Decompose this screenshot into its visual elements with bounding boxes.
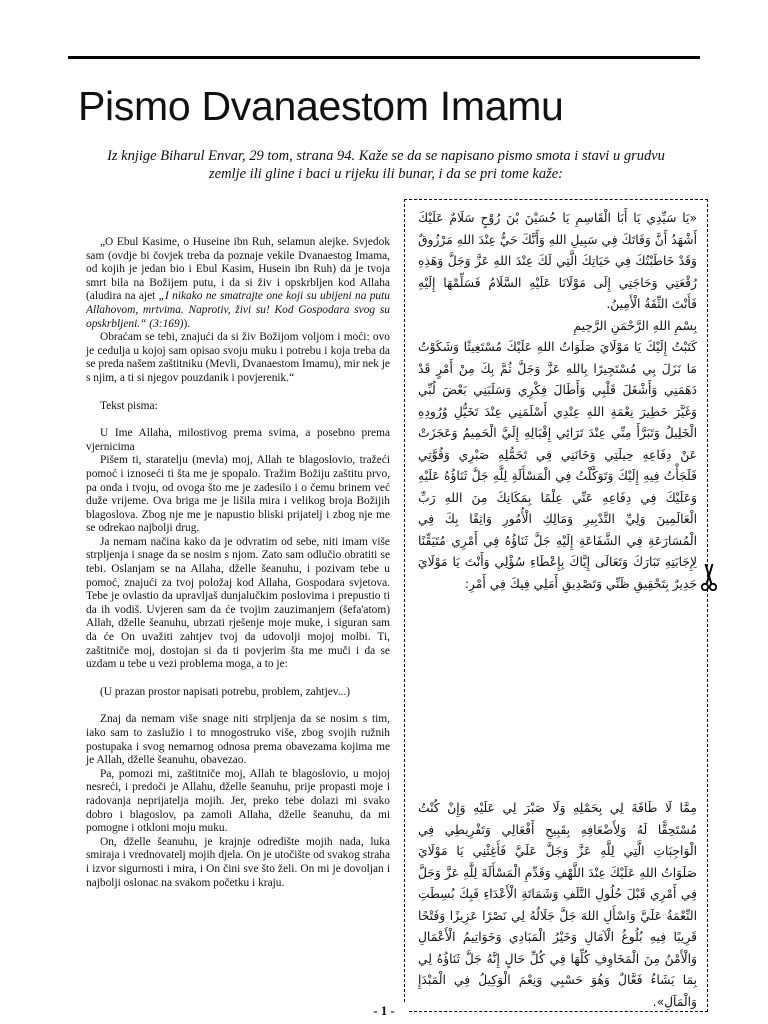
arabic-basmala: بِسْمِ اللهِ الرَّحْمَنِ الرَّحِيمِ	[573, 318, 697, 333]
letter-paragraph: On, dželle šeanuhu, je krajnje odredište mojih nada, luka smiraja i vrednovatelj mojih djela. On je utočište od svakog straha i izvor sigurnosti i mira, i On čini sve što želi. On mi je dovoljan i najbolji oslonac na svakom početku i kraju.	[86, 835, 390, 889]
letter-paragraph: Znaj da nemam više snage niti strpljenja da se nosim s tim, iako sam to zaslužio i to mnogostruko više, zbog svojih ružnih postupaka i svog nemarnog odnosa prema obavezama kojima me je Allah, dželle šeanuhu, obavezao.	[86, 713, 390, 767]
letter-paragraph: Ja nemam načina kako da je odvratim od sebe, niti imam više strpljenja i snage da se nosim s njom. Zato sam odlučio obratiti se tebi. Oslanjam se na Allaha, dželle šeanuhu, i pozivam tebe u pomoć, znajući za tvoj položaj kod Allaha, Gospodara svjetova. Tebe je ovlastio da upravljaš dunjalučkim poslovima i prepustio ti da ih vodiš. Uvjeren sam da će tvojim zauzimanjem (šefa'atom) Allah, dželle šeanuhu, ubrzati rješenje moje muke, i siguran sam da će On uvažiti zahtjev tvoj da udovolji mojoj molbi. Ti, zaštitniče moj, dostojan si da ti povjerim šta me muči i da se uzdam u tebe u vezi problema moga, a to je:	[86, 535, 390, 671]
bosnian-text-column	[86, 236, 390, 890]
address-paragraph: Obraćam se tebi, znajući da si živ Božijom voljom i moći: ovo je cedulja u kojoj sam opisao svoju muku i potrebu i koja treba da se preda našem zaštitniku (Mevli, Dvanaestom Imamu), mir nek je s njim, a ti si njegov pouzdanik i povjerenik.“	[86, 331, 390, 384]
arabic-text-bottom	[418, 798, 697, 1013]
page-title: Pismo Dvanaestom Imamu	[78, 83, 564, 129]
letter-paragraph: Pišem ti, staratelju (mevla) moj, Allah te blagoslovio, tražeći pomoć i iznoseći ti šta me je spopalo. Tražim Božiju zaštitu prvo, pa onda i tvoju, od ovoga što me je zadesilo i o čemu brinem već duže vrijeme. Ova briga me je lišila mira i velikog broja Božijih blagoslova. Zbog nje me je napustio bliski prijatelj i zbog nje me se odrekao najbolji drug.	[86, 454, 390, 535]
scissors-icon	[700, 562, 718, 592]
top-rule	[68, 56, 700, 59]
subtitle: Iz knjige Biharul Envar, 29 tom, strana 94. Kaže se da se napisano pismo smota i stavi u grudvu zemlje ili gline i baci u rijeku ili bunar, i da se pri tome kaže:	[107, 148, 665, 182]
letter-paragraph: Pa, pomozi mi, zaštitniče moj, Allah te blagoslovio, u mojoj nesreći, i predoči je Allahu, dželle šeanuhu, prije propasti moje i radovanja neprijatelja mojih. Jer, preko tebe dolazi mi svako dobro i blagoslov, pa zamoli Allaha, dželle šeanuhu, da mi pomogne i otkloni moju muku.	[86, 767, 390, 835]
arabic-greeting: «يَا سَيِّدِي يَا أَبَا الْقَاسِمِ يَا حُسَيْنَ بْنَ رُوْحٍ سَلَامٌ عَلَيْكَ أَشْهَدُ أَنَّ وَفَاتَكَ فِي سَبِيلِ اللهِ وَأَنَّكَ حَيٌّ عِنْدَ اللهِ مَرْزُوقٌ وَقَدْ خَاطَبْتُكَ فِي حَيَاتِكَ الَّتِي لَكَ عِنْدَ اللهِ عَزَّ وَجَلَّ وَهَذِهِ رُقْعَتِي وَحَاجَتِي إِلَى مَوْلَانَا عَلَيْهِ السَّلَامُ فَسَلِّمْهَا إِلَيْهِ فَأَنْتَ الثِّقَةُ الْأَمِينُ.	[418, 211, 697, 311]
intro-text: „O Ebul Kasime, o Huseine ibn Ruh, selamun alejke. Svjedok sam (ovdje bi čovjek treba da poznaje vekile Dvanaestog Imama, od kojih je jedan bio i Ebul Kasim, Husein ibn Ruh) da je tvoja smrt bila na Božijem putu, i da si živ i opskrbljen kod Allaha (aludira na ajet	[86, 236, 390, 303]
blank-space-instruction: (U prazan prostor napisati potrebu, problem, zahtjev...)	[100, 685, 351, 698]
quran-quote: „I nikako ne smatrajte one koji su ubijeni na putu Allahovom, mrtvima. Naprotiv, živi su! Kod Gospodara svog su opskrbljeni.“ (3:169)	[86, 290, 390, 330]
arabic-letter-closing: مِمَّا لَا طَاقَةَ لِي بِحَمْلِهِ وَلَا صَبْرَ لِي عَلَيْهِ وَإِنْ كُنْتُ مُسْتَحِقًّا لَهُ وَلِأَضْعَافِهِ بِقَبِيحِ أَفْعَالِي وَتَفْرِيطِي فِي الْوَاجِبَاتِ الَّتِي لِلَّهِ عَزَّ وَجَلَّ عَلَيَّ فَأَغِثْنِي يَا مَوْلَايَ صَلَوَاتُ اللهِ عَلَيْكَ عِنْدَ اللَّهْفِ وَقَدِّمِ الْمَسْأَلَةَ لِلَّهِ عَزَّ وَجَلَّ فِي أَمْرِي قَبْلَ حُلُولِ التَّلَفِ وَشَمَاتَةِ الْأَعْدَاءِ فَبِكَ بُسِطَتِ النِّعْمَةُ عَلَيَّ وَاسْأَلِ اللهَ جَلَّ جَلَالُهُ لِي نَصْرًا عَزِيزًا وَفَتْحًا قَرِيبًا فِيهِ بُلُوغُ الْآمَالِ وَخَيْرُ الْمَبَادِي وَخَوَاتِيمُ الْأَعْمَالِ وَالْأَمْنُ مِنَ الْمَخَاوِفِ كُلِّهَا فِي كُلِّ حَالٍ إِنَّهُ جَلَّ ثَنَاؤُهُ لِي بِمَا يَشَاءُ فَعَّالٌ وَهُوَ حَسْبِي وَنِعْمَ الْوَكِيلُ فِي الْمَبْدَإِ وَالْمَآلِ».	[418, 801, 697, 1009]
letter-text-heading: Tekst pisma:	[100, 399, 158, 412]
arabic-letter-body: كَتَبْتُ إِلَيْكَ يَا مَوْلَايَ صَلَوَاتُ اللهِ عَلَيْكَ مُسْتَغِيثًا وَشَكَوْتُ مَا نَزَلَ بِي مُسْتَجِيرًا بِاللهِ عَزَّ وَجَلَّ ثُمَّ بِكَ مِنْ أَمْرٍ قَدْ دَهَمَنِي وَأَشْغَلَ قَلْبِي وَأَطَالَ فِكْرِي وَسَلَبَنِي بَعْضَ لُبِّي وَغَيَّرَ خَطِيرَ نِعْمَةِ اللهِ عِنْدِي أَسْلَمَنِي عِنْدَ تَخَيُّلِ وُرُودِهِ الْخَلِيلُ وَتَبَرَّأَ مِنِّي عِنْدَ تَرَائِي إِقْبَالِهِ إِلَيَّ الْحَمِيمُ وَعَجَزَتْ عَنْ دِفَاعِهِ حِيلَتِي وَخَانَنِي فِي تَحَمُّلِهِ صَبْرِي وَقُوَّتِي فَلَجَأْتُ فِيهِ إِلَيْكَ وَتَوَكَّلْتُ فِي الْمَسْأَلَةِ لِلَّهِ جَلَّ ثَنَاؤُهُ عَلَيْهِ وَعَلَيْكَ فِي دِفَاعِهِ عَنِّي عِلْمًا بِمَكَانِكَ مِنَ اللهِ رَبِّ الْعَالَمِينَ وَلِيِّ التَّدْبِيرِ وَمَالِكِ الْأُمُورِ وَاثِقًا بِكَ فِي الْمُسَارَعَةِ فِي الشَّفَاعَةِ إِلَيْهِ جَلَّ ثَنَاؤُهُ فِي أَمْرِي مُتَيَقِّنًا لِإِجَابَتِهِ تَبَارَكَ وَتَعَالَى إِيَّاكَ بِإِعْطَاءِ سُؤْلِي وَأَنْتَ يَا مَوْلَايَ جَدِيرٌ بِتَحْقِيقِ ظَنِّي وَتَصْدِيقِ أَمَلِي فِيكَ فِي أَمْرِ:	[418, 340, 697, 591]
page-number: - 1 -	[360, 1003, 408, 1019]
basmala-paragraph: U Ime Allaha, milostivog prema svima, a posebno prema vjernicima	[86, 427, 390, 453]
intro-paragraph	[86, 236, 390, 331]
arabic-text-top	[418, 208, 697, 595]
intro-end: ).	[183, 317, 191, 330]
